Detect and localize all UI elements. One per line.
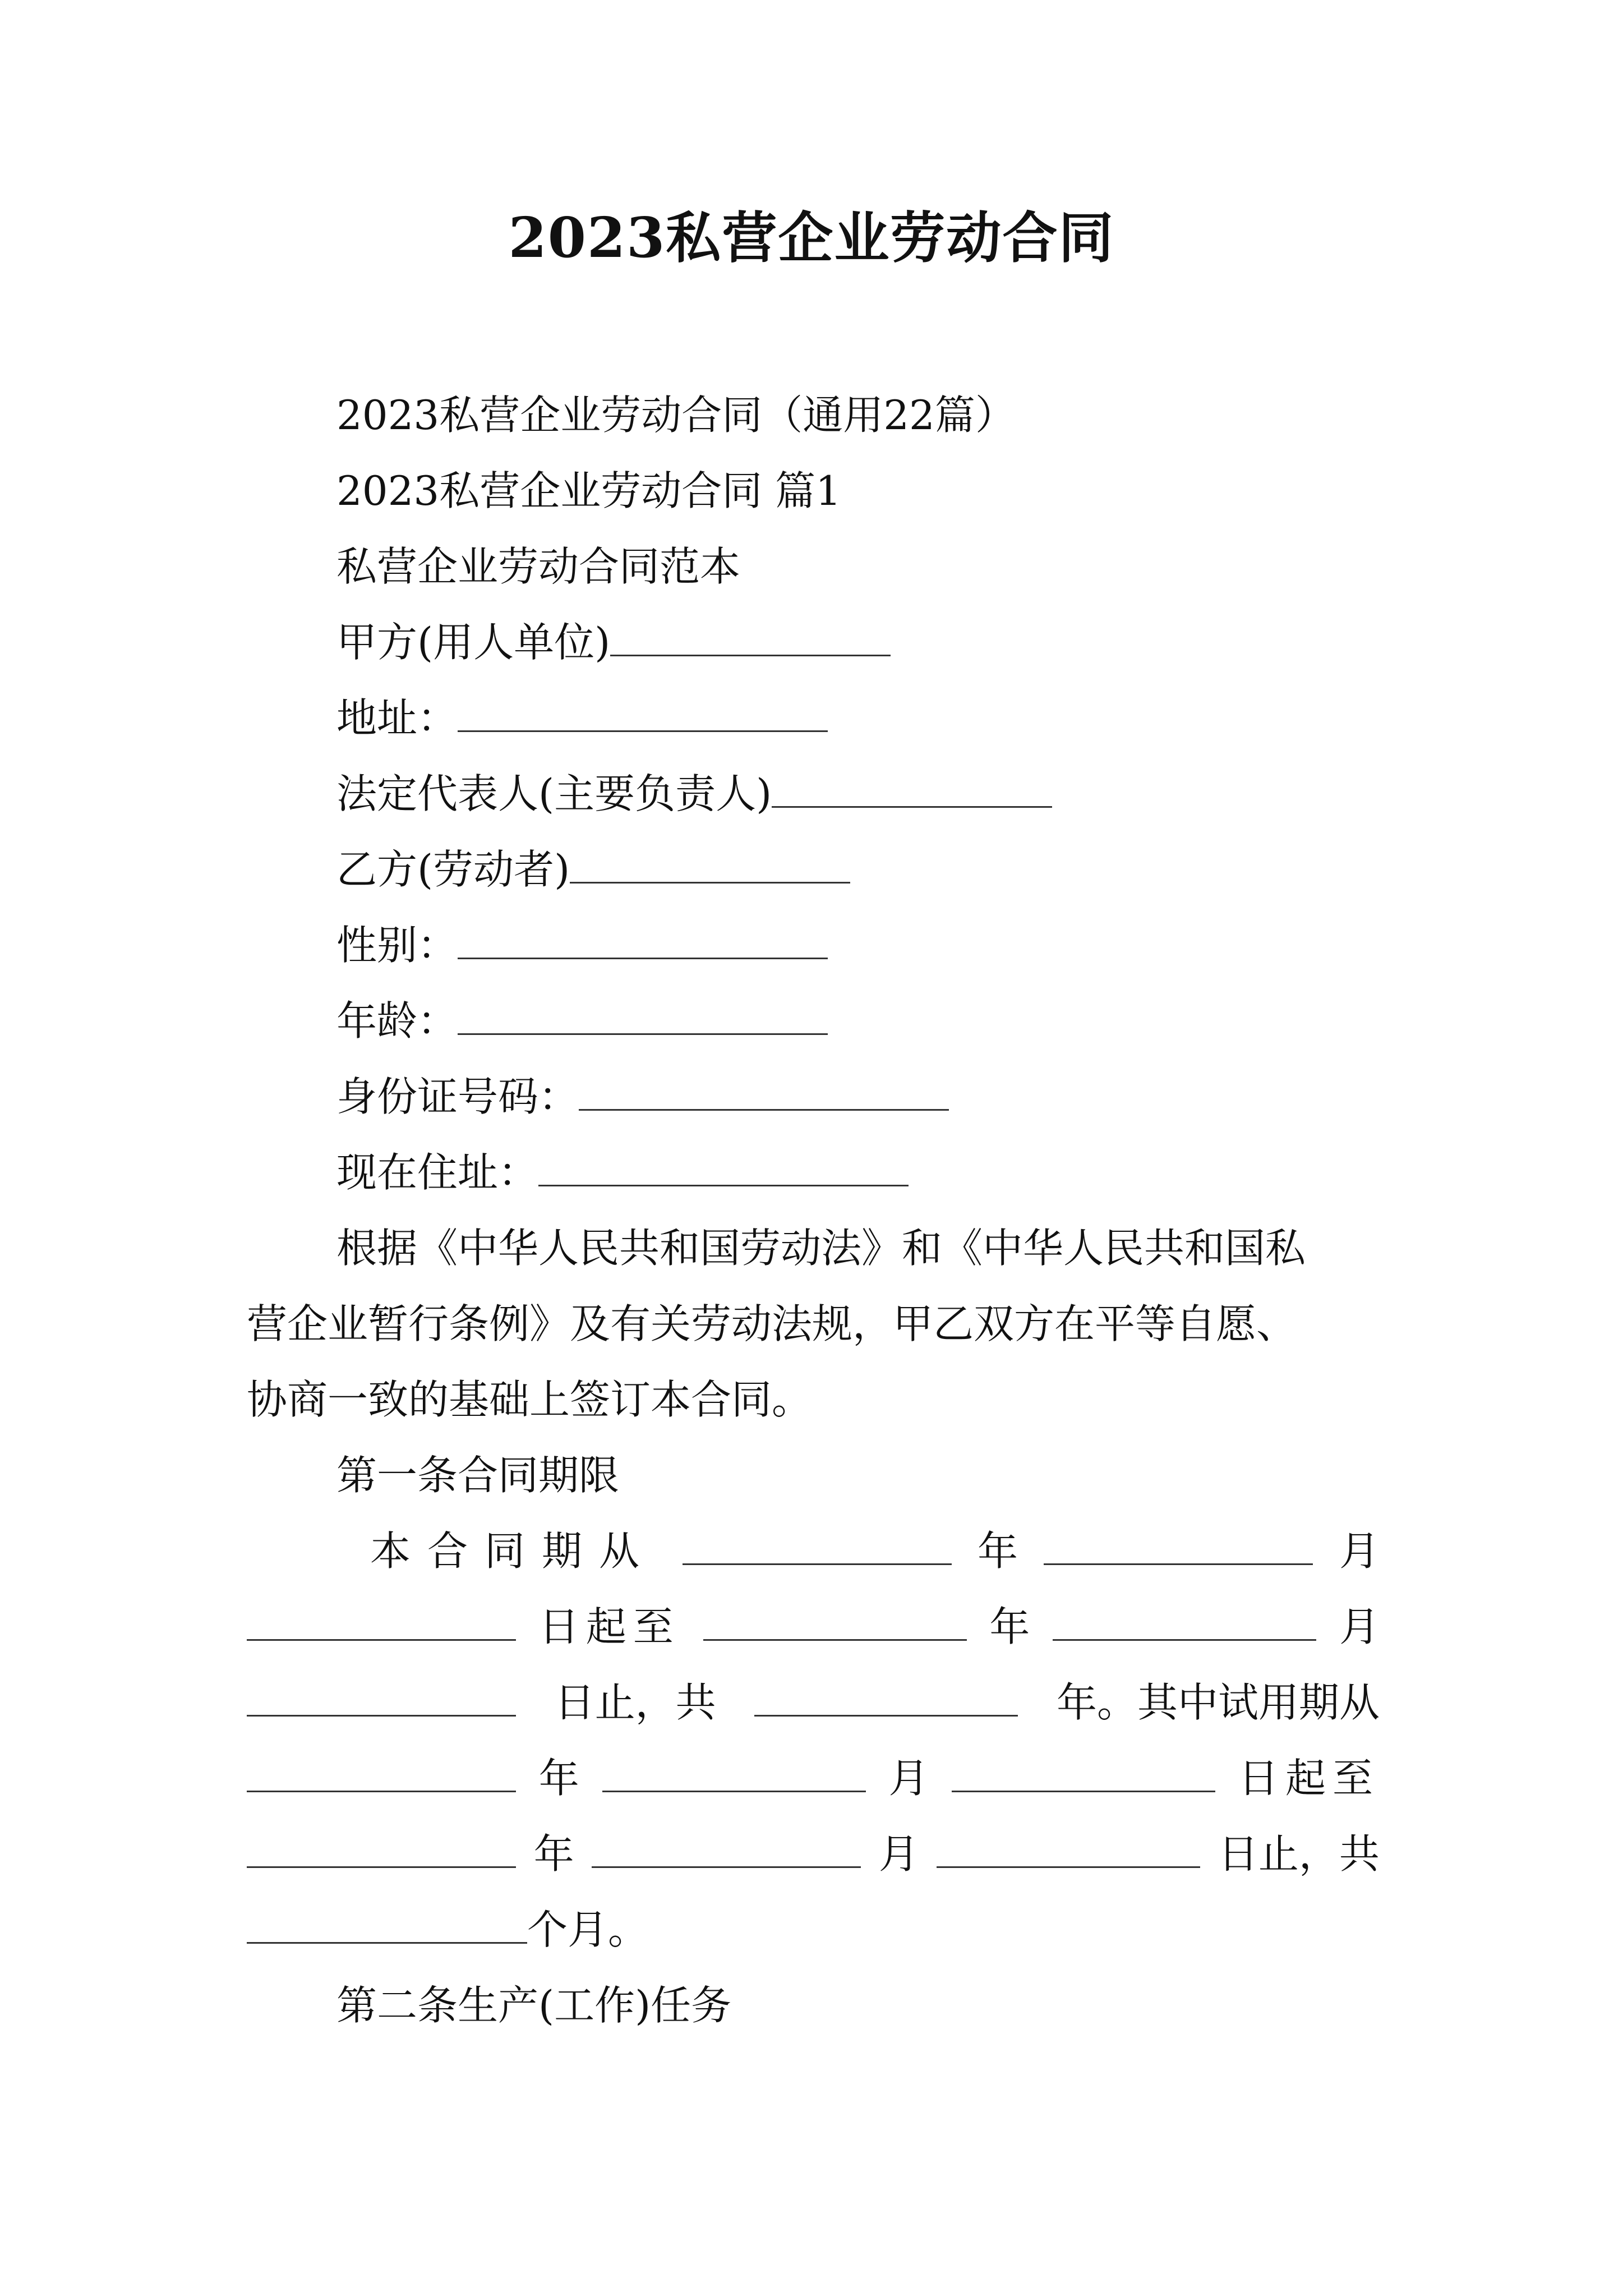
article-1-text: 月	[878, 1830, 919, 1878]
field-legal-rep-label: 法定代表人(主要负责人)	[336, 770, 772, 817]
article-1-row-4	[247, 1750, 1380, 1806]
gender-blank[interactable]	[458, 918, 828, 959]
field-party-b	[336, 841, 850, 898]
field-current-address	[336, 1144, 909, 1200]
legal-rep-blank[interactable]	[772, 767, 1052, 808]
probation-start-month-blank[interactable]	[602, 1751, 866, 1792]
article-1-row-2	[247, 1599, 1380, 1655]
article-1-text: 月	[1339, 1527, 1380, 1575]
article-1-text: 年。其中试用期从	[1056, 1679, 1380, 1726]
article-1-row-5	[247, 1826, 1380, 1882]
article-1-text: 月	[1339, 1603, 1380, 1650]
contract-end-day-blank[interactable]	[247, 1676, 516, 1717]
article-1-text: 年	[989, 1603, 1030, 1650]
article-1-text: 年	[533, 1830, 574, 1878]
article-1-row-3	[247, 1674, 1380, 1731]
probation-end-year-blank[interactable]	[247, 1827, 516, 1868]
article-1-row-1	[370, 1523, 1380, 1579]
probation-start-year-blank[interactable]	[247, 1751, 516, 1792]
article-1-text: 日起至	[538, 1603, 680, 1650]
article-1-row-6	[247, 1902, 648, 1958]
id-number-blank[interactable]	[579, 1070, 949, 1111]
article-1-text: 年	[538, 1755, 579, 1802]
document-subtitle: 2023私营企业劳动合同（通用22篇）	[336, 392, 1016, 439]
age-blank[interactable]	[458, 994, 828, 1035]
field-gender	[336, 917, 828, 973]
field-gender-label: 性别：	[336, 922, 458, 969]
article-1-heading: 第一条合同期限	[336, 1452, 620, 1499]
preamble-line-2: 营企业暂行条例》及有关劳动法规，甲乙双方在平等自愿、	[247, 1300, 1297, 1347]
document-title: 2023私营企业劳动合同	[508, 206, 1115, 270]
field-party-a-label: 甲方(用人单位)	[336, 619, 611, 666]
current-address-blank[interactable]	[538, 1145, 909, 1186]
address-blank[interactable]	[458, 691, 828, 732]
preamble-line-3: 协商一致的基础上签订本合同。	[247, 1376, 813, 1423]
contract-start-day-blank[interactable]	[247, 1600, 516, 1641]
field-legal-rep	[336, 766, 1052, 822]
probation-end-day-blank[interactable]	[937, 1827, 1200, 1868]
article-2-heading: 第二条生产(工作)任务	[336, 1982, 732, 2029]
template-name: 私营企业劳动合同范本	[336, 543, 741, 590]
field-id-number-label: 身份证号码：	[336, 1073, 579, 1120]
contract-term-years-blank[interactable]	[754, 1676, 1018, 1717]
probation-end-month-blank[interactable]	[592, 1827, 861, 1868]
field-current-address-label: 现在住址：	[336, 1149, 539, 1196]
field-age-label: 年龄：	[336, 997, 458, 1045]
contract-start-year-blank[interactable]	[683, 1524, 952, 1565]
contract-end-month-blank[interactable]	[1053, 1600, 1316, 1641]
party-a-blank[interactable]	[610, 615, 891, 656]
article-1-text: 年	[977, 1527, 1018, 1575]
field-party-b-label: 乙方(劳动者)	[336, 846, 570, 893]
field-address-label: 地址：	[336, 694, 458, 742]
article-1-text: 日起至	[1238, 1755, 1380, 1802]
preamble-line-1: 根据《中华人民共和国劳动法》和《中华人民共和国私	[336, 1225, 1306, 1272]
article-1-text: 个月。	[527, 1906, 649, 1953]
field-party-a	[336, 614, 891, 670]
field-id-number	[336, 1069, 949, 1125]
probation-months-blank[interactable]	[247, 1903, 527, 1944]
contract-end-year-blank[interactable]	[703, 1600, 967, 1641]
party-b-blank[interactable]	[570, 843, 850, 884]
contract-start-month-blank[interactable]	[1044, 1524, 1313, 1565]
probation-start-day-blank[interactable]	[952, 1751, 1215, 1792]
article-1-text: 日止，共	[554, 1679, 716, 1726]
part-heading: 2023私营企业劳动合同 篇1	[336, 467, 841, 514]
article-1-text: 本合同期从	[370, 1527, 657, 1575]
field-address	[336, 690, 828, 746]
field-age	[336, 993, 828, 1049]
article-1-text: 月	[888, 1755, 929, 1802]
article-1-text: 日止，共	[1218, 1830, 1380, 1878]
